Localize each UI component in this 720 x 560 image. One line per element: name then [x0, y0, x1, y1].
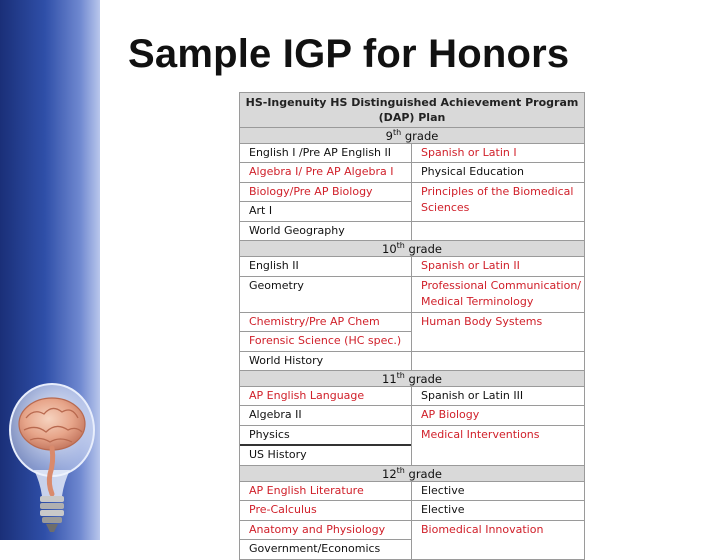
course-row-group	[240, 183, 584, 222]
course-right: AP Biology	[421, 408, 480, 422]
course-left: World History	[240, 352, 412, 371]
course-right: Principles of the Biomedical Sciences	[421, 184, 574, 215]
grade-header	[240, 128, 584, 144]
grade-word: grade	[404, 466, 442, 481]
grade-word: grade	[404, 371, 442, 386]
course-row-group	[240, 313, 584, 352]
grade-number: 12	[382, 466, 397, 481]
course-right: Medical Interventions	[421, 427, 540, 441]
course-left: Algebra II	[240, 406, 412, 425]
course-right: Spanish or Latin III	[421, 388, 524, 402]
course-right: Spanish or Latin II	[421, 259, 520, 273]
grade-suffix: th	[396, 241, 405, 251]
brain-lightbulb-icon	[6, 378, 98, 538]
course-left: Biology/Pre AP Biology	[240, 183, 411, 203]
course-row	[240, 277, 584, 313]
course-row	[240, 352, 584, 372]
igp-plan-table	[239, 92, 585, 560]
course-left: Forensic Science (HC spec.)	[249, 334, 402, 348]
course-row	[240, 387, 584, 407]
course-row	[240, 482, 584, 502]
course-left: Physics	[240, 426, 411, 447]
course-left: AP English Literature	[240, 482, 412, 501]
course-row	[240, 257, 584, 277]
slide-title: Sample IGP for Honors	[128, 32, 570, 76]
course-row	[240, 163, 584, 183]
course-left: Algebra I/ Pre AP Algebra I	[240, 163, 412, 182]
course-right: Physical Education	[421, 165, 525, 179]
course-right: Biomedical Innovation	[421, 522, 544, 536]
grade-suffix: th	[393, 128, 402, 137]
course-row	[240, 144, 584, 164]
grade-header	[240, 371, 584, 387]
sidebar-band	[0, 0, 100, 540]
course-right: Elective	[421, 503, 465, 517]
course-row	[240, 501, 584, 521]
course-left: AP English Language	[240, 387, 412, 406]
course-left: Pre-Calculus	[240, 501, 412, 520]
grade-number: 10	[382, 242, 397, 257]
course-left: Art I	[249, 204, 273, 218]
course-left: English II	[240, 257, 412, 276]
grade-suffix: th	[396, 465, 405, 475]
course-right: Professional Communication/ Medical Terminology	[421, 278, 582, 309]
course-left: English I /Pre AP English II	[240, 144, 412, 163]
course-row	[240, 222, 584, 242]
course-left: Government/Economics	[249, 542, 381, 556]
course-left: Anatomy and Physiology	[240, 521, 411, 541]
course-left: Geometry	[240, 277, 412, 312]
course-right: Spanish or Latin I	[421, 145, 517, 159]
grade-header	[240, 466, 584, 482]
grade-header	[240, 241, 584, 257]
course-left: World Geography	[240, 222, 412, 241]
course-left: US History	[249, 448, 307, 462]
course-row-group	[240, 521, 584, 560]
course-left: Chemistry/Pre AP Chem	[240, 313, 411, 333]
course-row	[240, 406, 584, 426]
course-right	[412, 222, 584, 241]
grade-word: grade	[401, 128, 439, 143]
plan-header	[240, 93, 584, 128]
course-right: Human Body Systems	[421, 314, 543, 328]
course-right: Elective	[421, 483, 465, 497]
plan-header-title: HS-Ingenuity HS Distinguished Achievement Program (DAP) Plan	[245, 96, 579, 124]
plan-body	[240, 128, 584, 560]
grade-number: 9	[385, 128, 393, 143]
grade-number: 11	[382, 371, 397, 386]
course-row-group	[240, 426, 584, 466]
grade-word: grade	[404, 242, 442, 257]
course-right	[412, 352, 584, 371]
grade-suffix: th	[396, 371, 405, 381]
